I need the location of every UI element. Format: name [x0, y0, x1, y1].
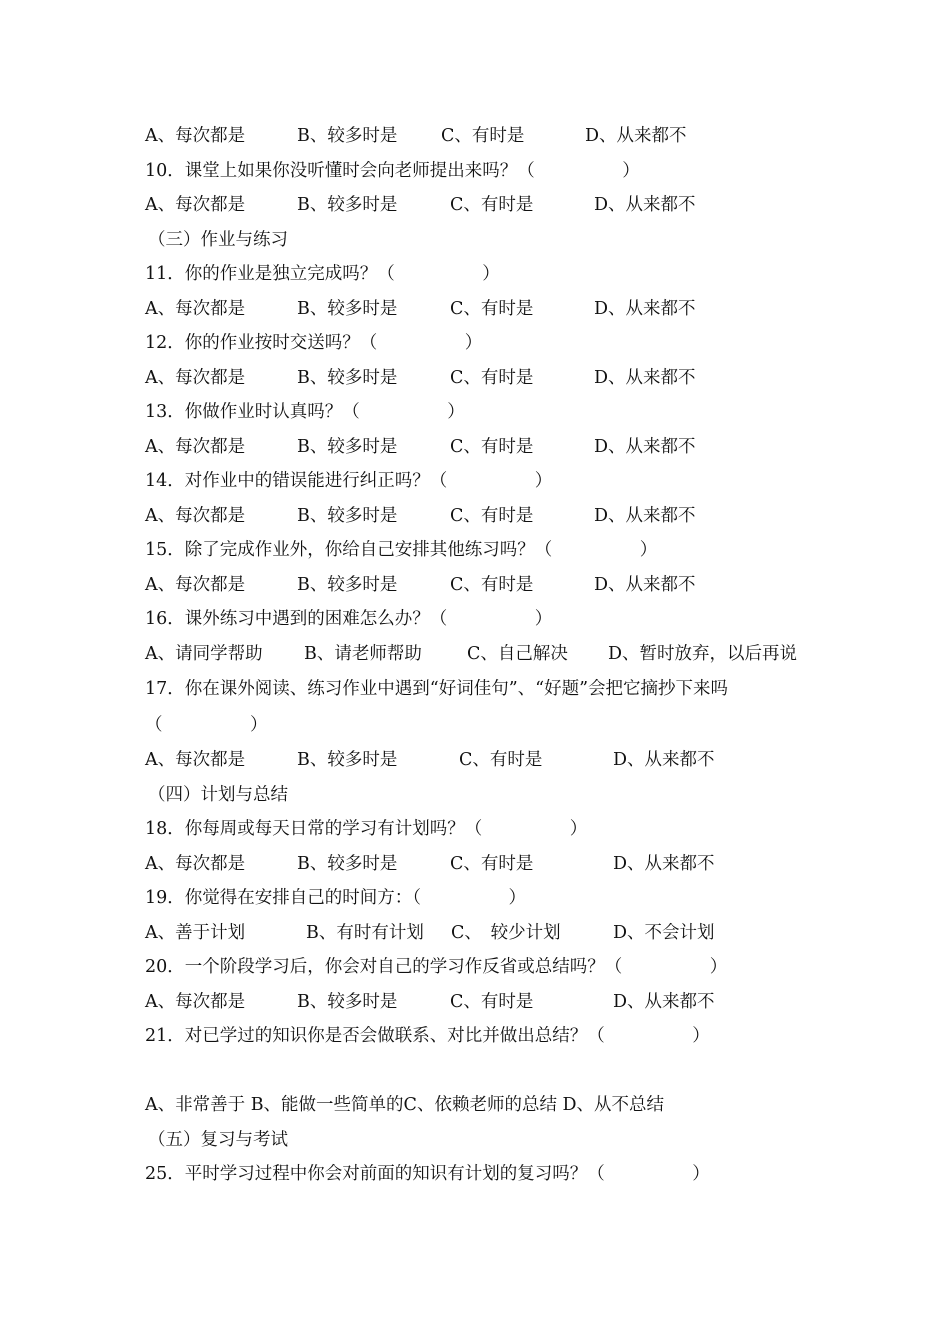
question-20: 20．一个阶段学习后，你会对自己的学习作反省或总结吗？（ ）	[145, 957, 728, 977]
option-c: C、有时是	[450, 506, 534, 526]
option-c: C、有时是	[441, 126, 525, 146]
option-c: C、有时是	[450, 854, 534, 874]
option-b: B、较多时是	[297, 299, 398, 319]
option-a: A、每次都是	[145, 195, 246, 215]
option-d: D、从来都不	[594, 368, 696, 388]
question-11: 11．你的作业是独立完成吗？（ ）	[145, 264, 500, 284]
option-c: C、有时是	[450, 195, 534, 215]
section-heading: （五）复习与考试	[148, 1130, 288, 1150]
option-b: B、较多时是	[297, 506, 398, 526]
option-c: C、有时是	[450, 992, 534, 1012]
option-a: A、每次都是	[145, 854, 246, 874]
question-12: 12．你的作业按时交送吗？（ ）	[145, 333, 483, 353]
question-25: 25．平时学习过程中你会对前面的知识有计划的复习吗？（ ）	[145, 1164, 710, 1184]
answer-parentheses: （ ）	[145, 715, 268, 735]
option-d: D、从来都不	[594, 506, 696, 526]
option-a: A、每次都是	[145, 437, 246, 457]
option-a: A、每次都是	[145, 506, 246, 526]
option-c: C、有时是	[450, 437, 534, 457]
option-d: D、从来都不	[613, 992, 715, 1012]
option-a: A、每次都是	[145, 126, 246, 146]
option-d: D、不会计划	[613, 923, 715, 943]
question-19: 19．你觉得在安排自己的时间方：（ ）	[145, 888, 527, 908]
question-17: 17．你在课外阅读、练习作业中遇到“好词佳句”、“好题”会把它摘抄下来吗	[145, 679, 729, 699]
option-c: C、有时是	[450, 575, 534, 595]
option-d: D、暂时放弃，以后再说	[608, 644, 798, 664]
question-14: 14．对作业中的错误能进行纠正吗？（ ）	[145, 471, 553, 491]
option-d: D、从来都不	[594, 575, 696, 595]
option-c: C、有时是	[459, 750, 543, 770]
option-b: B、较多时是	[297, 195, 398, 215]
option-b: B、较多时是	[297, 437, 398, 457]
option-b: B、较多时是	[297, 750, 398, 770]
section-heading: （四）计划与总结	[148, 785, 288, 805]
option-d: D、从来都不	[594, 299, 696, 319]
section-heading: （三）作业与练习	[148, 230, 288, 250]
option-b: B、较多时是	[297, 126, 398, 146]
option-c: C、自己解决	[467, 644, 568, 664]
option-a: A、每次都是	[145, 992, 246, 1012]
option-d: D、从来都不	[594, 437, 696, 457]
option-b: B、较多时是	[297, 368, 398, 388]
option-a: A、每次都是	[145, 750, 246, 770]
option-d: D、从来都不	[594, 195, 696, 215]
option-b: B、较多时是	[297, 854, 398, 874]
option-d: D、从来都不	[613, 854, 715, 874]
option-a: A、善于计划	[145, 923, 246, 943]
question-21: 21．对已学过的知识你是否会做联系、对比并做出总结？（ ）	[145, 1026, 710, 1046]
option-b: B、请老师帮助	[304, 644, 422, 664]
option-a: A、每次都是	[145, 299, 246, 319]
question-15: 15．除了完成作业外，你给自己安排其他练习吗？（ ）	[145, 540, 658, 560]
question-16: 16．课外练习中遇到的困难怎么办？（ ）	[145, 609, 553, 629]
option-a: A、每次都是	[145, 575, 246, 595]
option-a: A、每次都是	[145, 368, 246, 388]
option-b: B、有时有计划	[306, 923, 424, 943]
option-c: C、有时是	[450, 368, 534, 388]
option-c: C、 较少计划	[451, 923, 561, 943]
options-row: A、非常善于 B、能做一些简单的C、依赖老师的总结 D、从不总结	[145, 1095, 665, 1115]
question-18: 18．你每周或每天日常的学习有计划吗？（ ）	[145, 819, 588, 839]
option-a: A、请同学帮助	[145, 644, 263, 664]
question-13: 13．你做作业时认真吗？（ ）	[145, 402, 465, 422]
question-10: 10．课堂上如果你没听懂时会向老师提出来吗？（ ）	[145, 161, 640, 181]
option-c: C、有时是	[450, 299, 534, 319]
option-b: B、较多时是	[297, 575, 398, 595]
option-d: D、从来都不	[613, 750, 715, 770]
option-d: D、从来都不	[585, 126, 687, 146]
option-b: B、较多时是	[297, 992, 398, 1012]
